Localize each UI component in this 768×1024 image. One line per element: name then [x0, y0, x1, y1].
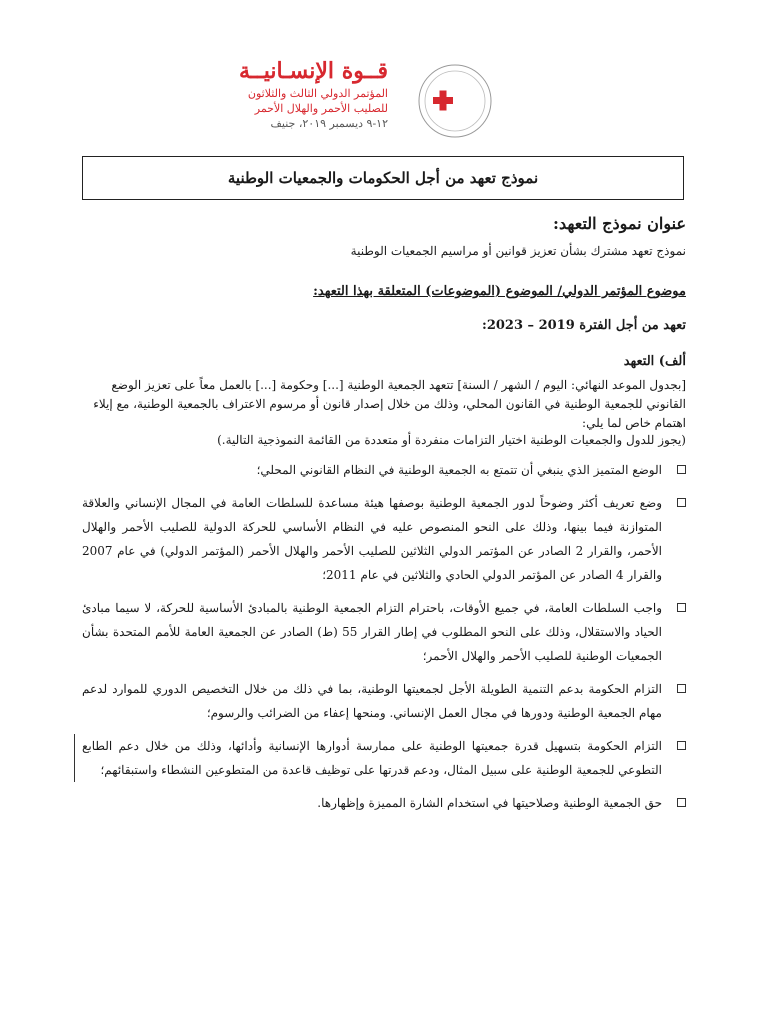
pledge-item-text: التزام الحكومة بدعم التنمية الطويلة الأجل لجمعيتها الوطنية، بما في ذلك من خلال التخصيص الدوري للموارد لدعم مهام الجمعية الوطنية ودورها في مجال العمل الإنساني. ومنحها إعفاء من الضرائب والرسوم؛ [82, 682, 662, 720]
conference-dates: ١٢-٩ ديسمبر ٢٠١٩، جنيف [270, 117, 388, 130]
section-a-heading: ألف) التعهد [623, 354, 686, 369]
pledge-item-text: حق الجمعية الوطنية وصلاحيتها في استخدام الشارة المميزة وإظهارها. [317, 796, 662, 810]
document-title-box [82, 156, 684, 200]
conference-line-1: المؤتمر الدولي الثالث والثلاثون [247, 87, 388, 100]
pledge-title-heading: عنوان نموذج التعهد: [553, 214, 686, 233]
topic-heading: موضوع المؤتمر الدولي/ الموضوع (الموضوعات) المتعلقة بهذا التعهد: [313, 284, 686, 299]
pledge-items-list [82, 458, 686, 824]
pledge-item [82, 677, 686, 725]
pledge-item-text: وضع تعريف أكثر وضوحاً لدور الجمعية الوطنية بوصفها هيئة مساعدة للسلطات العامة في المجال الإنساني والعلاقة المتوازنة فيما بينها، وذلك على النحو المنصوص عليه في النظام الأساسي للحركة الدولية للصليب الأحمر والهلال الأحمر، والقرار 2 الصادر عن المؤتمر الدولي الثلاثين للصليب الأحمر والهلال الأحمر (المؤتمر الدولي) في عام 2007 والقرار 4 الصادر عن المؤتمر الدولي الحادي والثلاثين في عام 2011؛ [82, 496, 662, 582]
pledge-title-text: نموذج تعهد مشترك بشأن تعزيز قوانين أو مراسيم الجمعيات الوطنية [350, 244, 686, 258]
checkbox[interactable] [677, 603, 686, 612]
checkbox[interactable] [677, 741, 686, 750]
red-cross-red-crescent-emblem-icon [416, 62, 494, 140]
checkbox[interactable] [677, 798, 686, 807]
pledge-item [82, 734, 686, 782]
pledge-item-text: الوضع المتميز الذي ينبغي أن تتمتع به الجمعية الوطنية في النظام القانوني المحلي؛ [256, 463, 662, 477]
conference-line-2: للصليب الأحمر والهلال الأحمر [254, 102, 388, 115]
conference-title: قــوة الإنسـانيــة [239, 58, 388, 84]
checkbox[interactable] [677, 465, 686, 474]
pledge-item-text: التزام الحكومة بتسهيل قدرة جمعيتها الوطنية على ممارسة أدوارها الإنسانية وأدائها، وذلك من خلال دعم الطابع التطوعي للجمعية الوطنية على سبيل المثال، ودعم قدرتها على توظيف قاعدة من المتطوعين النشطاء واستبقائهم؛ [82, 739, 662, 777]
conference-header [188, 58, 388, 132]
pledge-item [82, 791, 686, 815]
pledge-item [82, 458, 686, 482]
pledge-item-text: واجب السلطات العامة، في جميع الأوقات، باحترام التزام الجمعية الوطنية بالمبادئ الأساسية للحركة، لا سيما مبادئ الحياد والاستقلال، وذلك على النحو المطلوب في إطار القرار 55 (ط) الصادر عن الجمعية العامة للأمم المتحدة بشأن الجمعيات الوطنية للصليب الأحمر والهلال الأحمر؛ [82, 601, 662, 663]
pledge-item [82, 596, 686, 668]
checkbox[interactable] [677, 498, 686, 507]
choice-note: (يجوز للدول والجمعيات الوطنية اختيار التزامات منفردة أو متعددة من القائمة النموذجية التالية.) [217, 433, 686, 447]
period-heading: تعهد من أجل الفترة 2019 – 2023: [482, 318, 686, 333]
document-title: نموذج تعهد من أجل الحكومات والجمعيات الوطنية [227, 169, 539, 187]
intro-paragraph: [بجدول الموعد النهائي: اليوم / الشهر / السنة] تتعهد الجمعية الوطنية [...] وحكومة [...] بالعمل معاً على تعزيز الوضع القانوني للجمعية الوطنية في القانون المحلي، وذلك من خلال إصدار قانون أو مرسوم الاعتراف بالجمعية الوطنية، مع إيلاء اهتمام خاص لما يلي: [93, 378, 686, 430]
checkbox[interactable] [677, 684, 686, 693]
pledge-item [82, 491, 686, 587]
